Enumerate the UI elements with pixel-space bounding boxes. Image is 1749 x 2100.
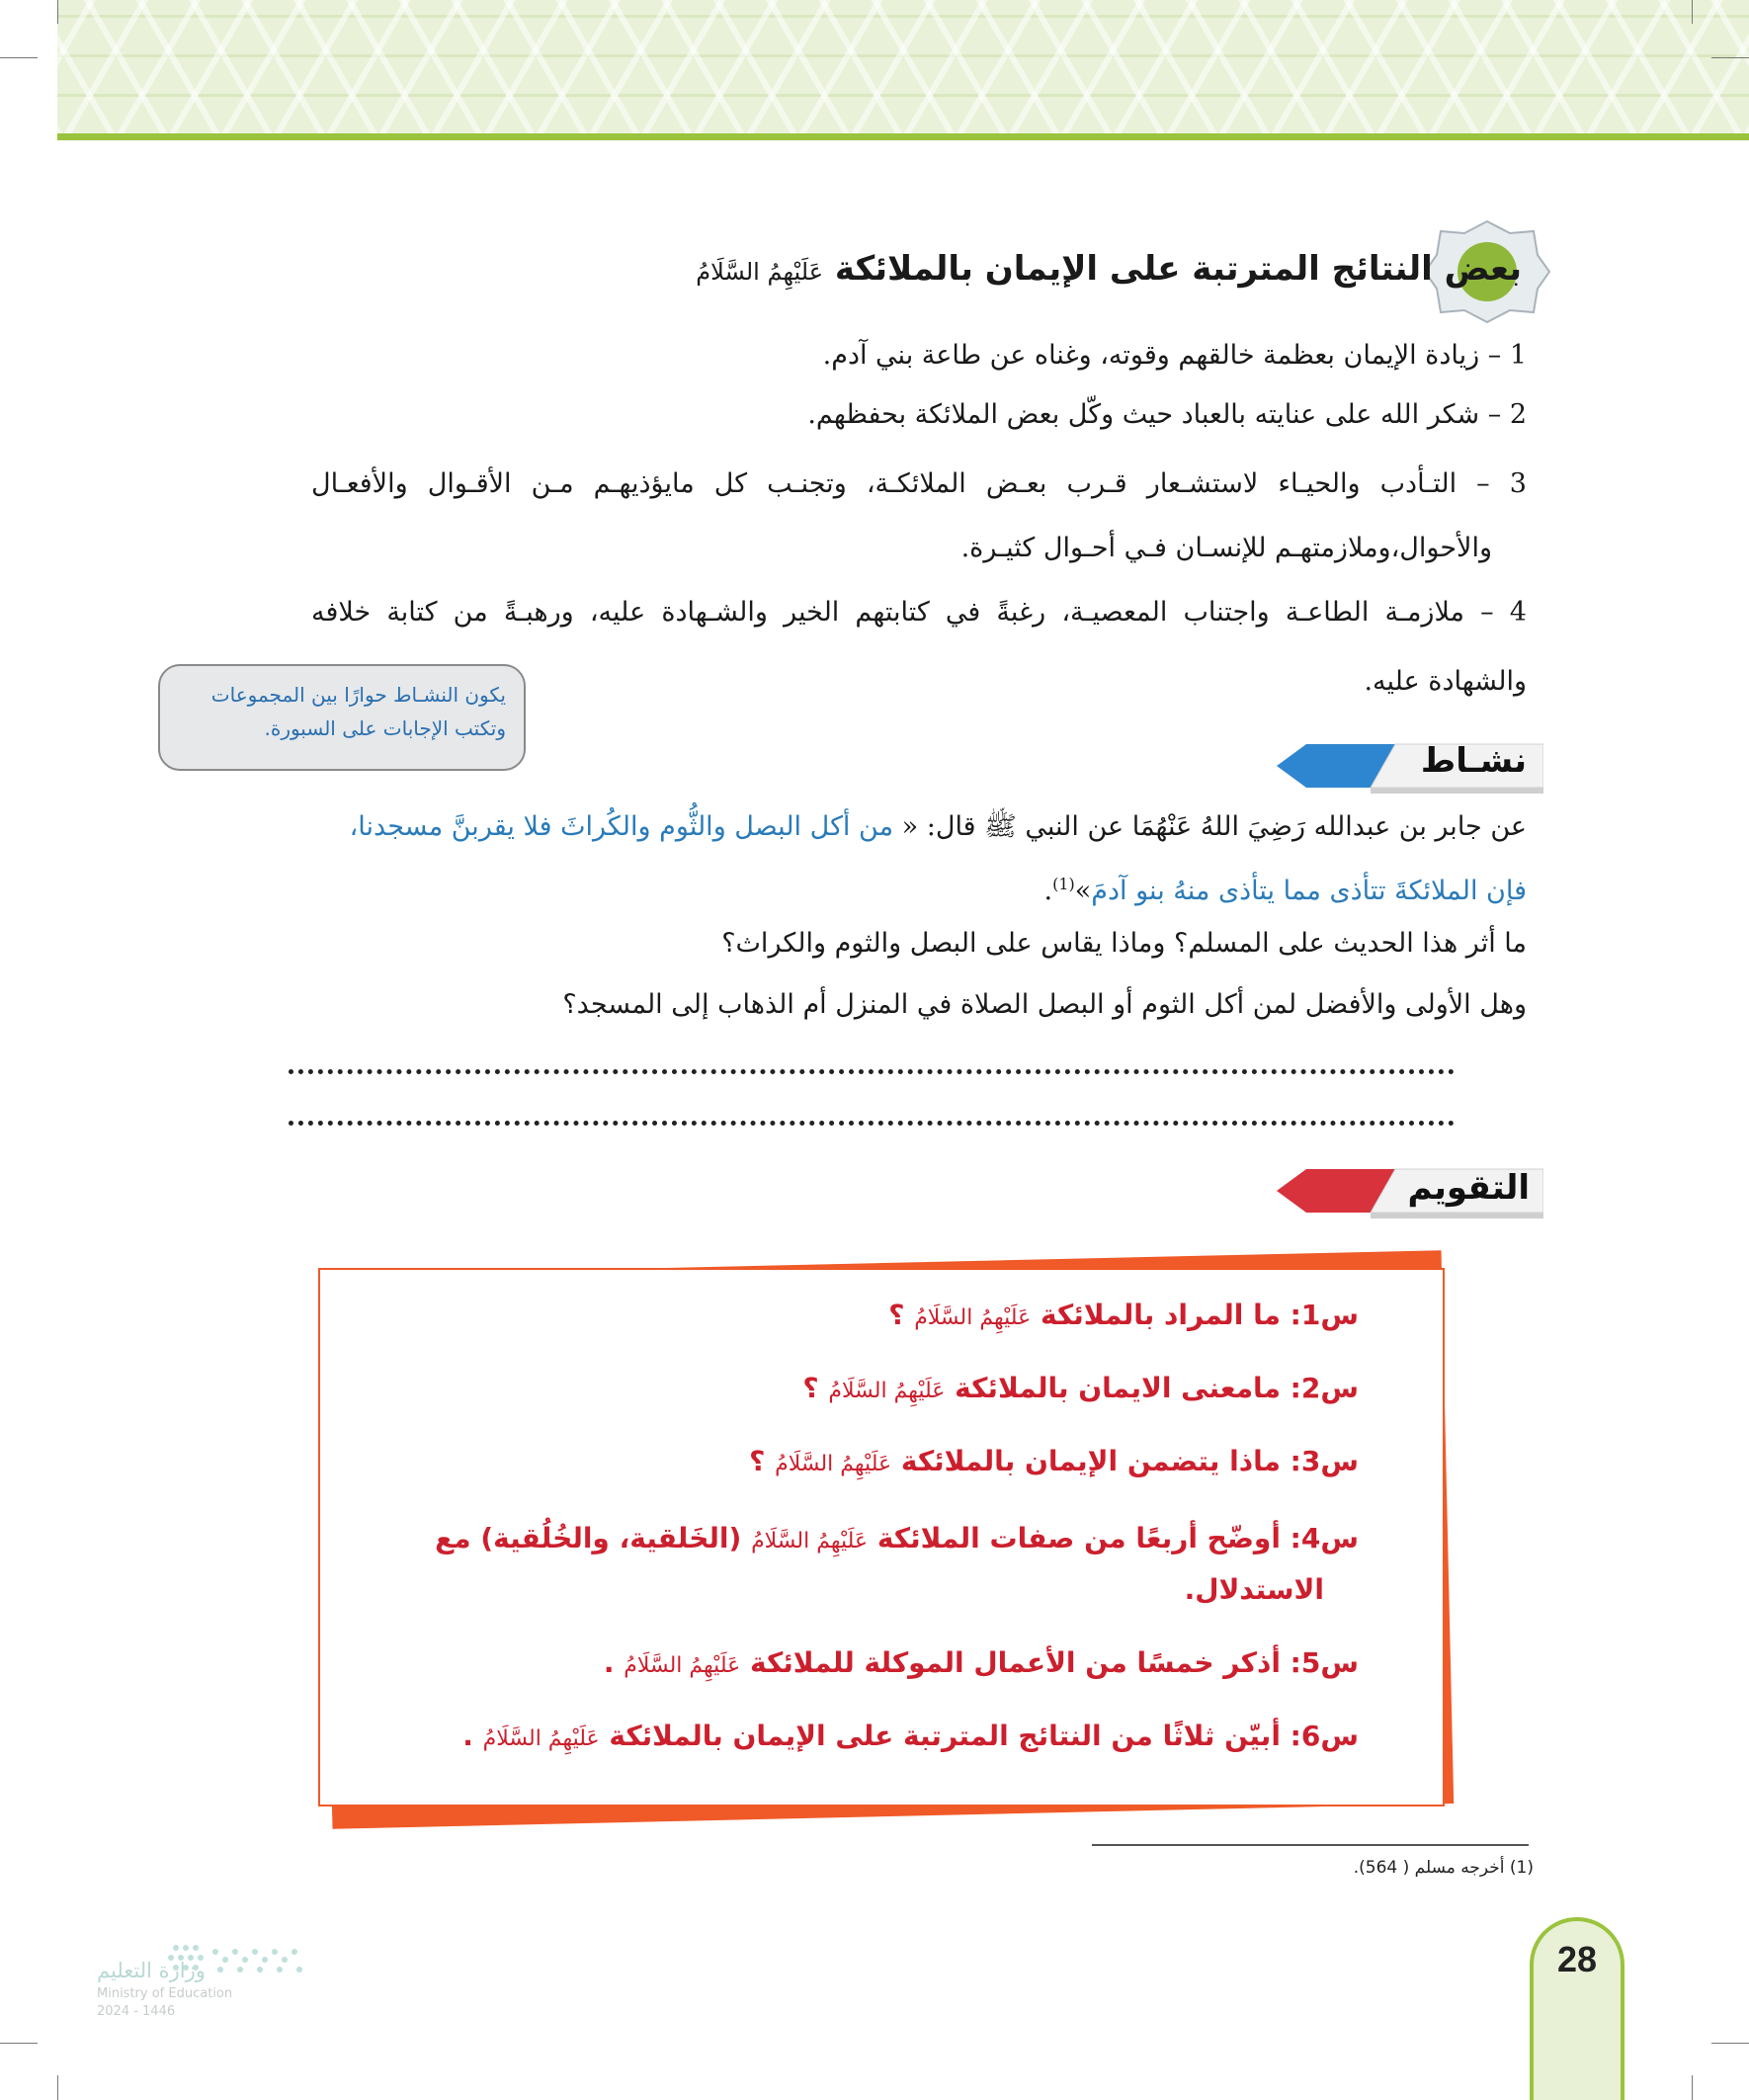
point-text: – التـأدب والحيـاء لاستشـعار قـرب بعـض الملائكـة، وتجنـب كل مايؤذيهـم مـن الأقـوال والأفعـال [311, 468, 1490, 499]
question-number: س4: [1290, 1522, 1359, 1554]
evaluation-question-6 [272, 1714, 1359, 1762]
crop-mark [1711, 2043, 1749, 2044]
hadith-line-1 [292, 802, 1527, 852]
question-honorific: عَلَيْهِمُ السَّلَامُ [751, 1529, 869, 1554]
teacher-note-box [158, 664, 526, 771]
hadith-quote: فإن الملائكةَ تتأذى مما يتأذى منهُ بنو آدمَ [1091, 876, 1527, 906]
crop-mark [57, 0, 58, 24]
question-honorific: عَلَيْهِمُ السَّلَامُ [914, 1305, 1032, 1330]
evaluation-question-2 [272, 1366, 1359, 1414]
section-title [534, 249, 1522, 289]
point-text: – زيادة الإيمان بعظمة خالقهم وقوته، وغناه عن طاعة بني آدم. [822, 340, 1502, 371]
hadith-period: . [1043, 876, 1053, 906]
question-suffix: . [462, 1720, 473, 1752]
ministry-name-ar: وزارة التعليم [97, 1959, 206, 1982]
point-4 [311, 588, 1527, 637]
activity-question-1: ما أثر هذا الحديث على المسلم؟ وماذا يقاس على البصل والثوم والكراث؟ [721, 928, 1527, 959]
question-text: مامعنى الايمان بالملائكة [955, 1372, 1281, 1404]
evaluation-question-1 [272, 1293, 1359, 1341]
question-number: س2: [1290, 1372, 1359, 1404]
section-title-honorific: عَلَيْهِمُ السَّلَامُ [696, 258, 824, 286]
footnote: (1) أخرجه مسلم ( 564). [1353, 1858, 1534, 1878]
point-number: 1 [1509, 340, 1527, 371]
question-suffix: ؟ [888, 1299, 905, 1331]
question-honorific: عَلَيْهِمُ السَّلَامُ [828, 1379, 946, 1403]
point-number: 4 [1509, 597, 1527, 628]
evaluation-question-4 [272, 1516, 1359, 1564]
crop-mark [1692, 0, 1693, 24]
point-text: – شكر الله على عنايته بالعباد حيث وكّل بعض الملائكة بحفظهم. [807, 399, 1502, 430]
question-number: س1: [1290, 1299, 1359, 1331]
hadith-line-2 [292, 860, 1527, 916]
crop-mark [0, 57, 38, 58]
crop-mark [0, 2043, 38, 2044]
evaluation-label: التقويم [1407, 1168, 1530, 1208]
activity-question-2: وهل الأولى والأفضل لمن أكل الثوم أو البصل الصلاة في المنزل أم الذهاب إلى المسجد؟ [562, 989, 1527, 1020]
point-2 [311, 390, 1527, 440]
ministry-year: 2024 - 1446 [97, 2004, 176, 2019]
note-line: يكون النشـاط حوارًا بين المجموعات [210, 683, 506, 707]
question-honorific: عَلَيْهِمُ السَّلَامُ [482, 1726, 600, 1751]
point-number: 3 [1509, 468, 1527, 499]
question-suffix: ؟ [802, 1372, 819, 1404]
point-1 [311, 331, 1527, 380]
point-3 [311, 460, 1527, 509]
crop-mark [57, 2075, 58, 2100]
question-text: أوضّح أربعًا من صفات الملائكة [876, 1522, 1281, 1554]
evaluation-question-4-line2: الاستدلال. [1184, 1573, 1324, 1606]
question-honorific: عَلَيْهِمُ السَّلَامُ [624, 1653, 741, 1678]
footnote-divider [1092, 1844, 1529, 1846]
question-text: ما المراد بالملائكة [1040, 1299, 1281, 1331]
evaluation-question-3 [272, 1439, 1359, 1487]
question-text: ماذا يتضمن الإيمان بالملائكة [900, 1445, 1281, 1477]
question-suffix: (الخَلقية، والخُلُقية) مع [435, 1522, 742, 1554]
section-title-text: بعض النتائج المترتبة على الإيمان بالملائكة [834, 249, 1522, 289]
ministry-name-en: Ministry of Education [97, 1986, 233, 2001]
answer-line[interactable] [289, 1055, 1455, 1074]
crop-mark [1711, 57, 1749, 58]
point-text: – ملازمـة الطاعـة واجتناب المعصيـة، رغبةً في كتابتهم الخير والشـهادة عليه، ورهبـةً من كتابة خلافه [311, 597, 1494, 628]
point-4-line2: والشهادة عليه. [1364, 666, 1527, 697]
question-honorific: عَلَيْهِمُ السَّلَامُ [775, 1452, 892, 1476]
question-number: س5: [1290, 1646, 1359, 1679]
page-number: 28 [1556, 1939, 1598, 1979]
point-number: 2 [1509, 399, 1527, 430]
question-text: أذكر خمسًا من الأعمال الموكلة للملائكة [749, 1646, 1281, 1679]
hadith-quote-end: » [1074, 876, 1092, 906]
hadith-intro: عن جابر بن عبدالله رَضِيَ اللهُ عَنْهُمَا عن النبي ﷺ قال: « [901, 811, 1527, 842]
header-green-rule [57, 133, 1749, 140]
hadith-quote: من أكل البصل والثُّوم والكُراثَ فلا يقربنَّ مسجدنا، [349, 811, 894, 842]
question-text: أبيّن ثلاثًا من النتائج المترتبة على الإيمان بالملائكة [609, 1720, 1281, 1752]
evaluation-question-5 [272, 1640, 1359, 1689]
question-suffix: . [603, 1646, 615, 1679]
question-number: س6: [1290, 1720, 1359, 1752]
question-number: س3: [1290, 1445, 1359, 1477]
footnote-reference: (1) [1052, 875, 1075, 893]
note-line: وتكتب الإجابات على السبورة. [264, 716, 506, 740]
header-pattern-band [57, 0, 1749, 136]
point-3-line2: والأحوال،وملازمتهـم للإنسـان فـي أحـوال كثيـرة. [960, 533, 1492, 563]
crop-mark [1692, 2075, 1693, 2100]
answer-line[interactable] [289, 1107, 1455, 1126]
activity-label: نشـاط [1420, 741, 1527, 781]
question-suffix: ؟ [749, 1445, 766, 1477]
